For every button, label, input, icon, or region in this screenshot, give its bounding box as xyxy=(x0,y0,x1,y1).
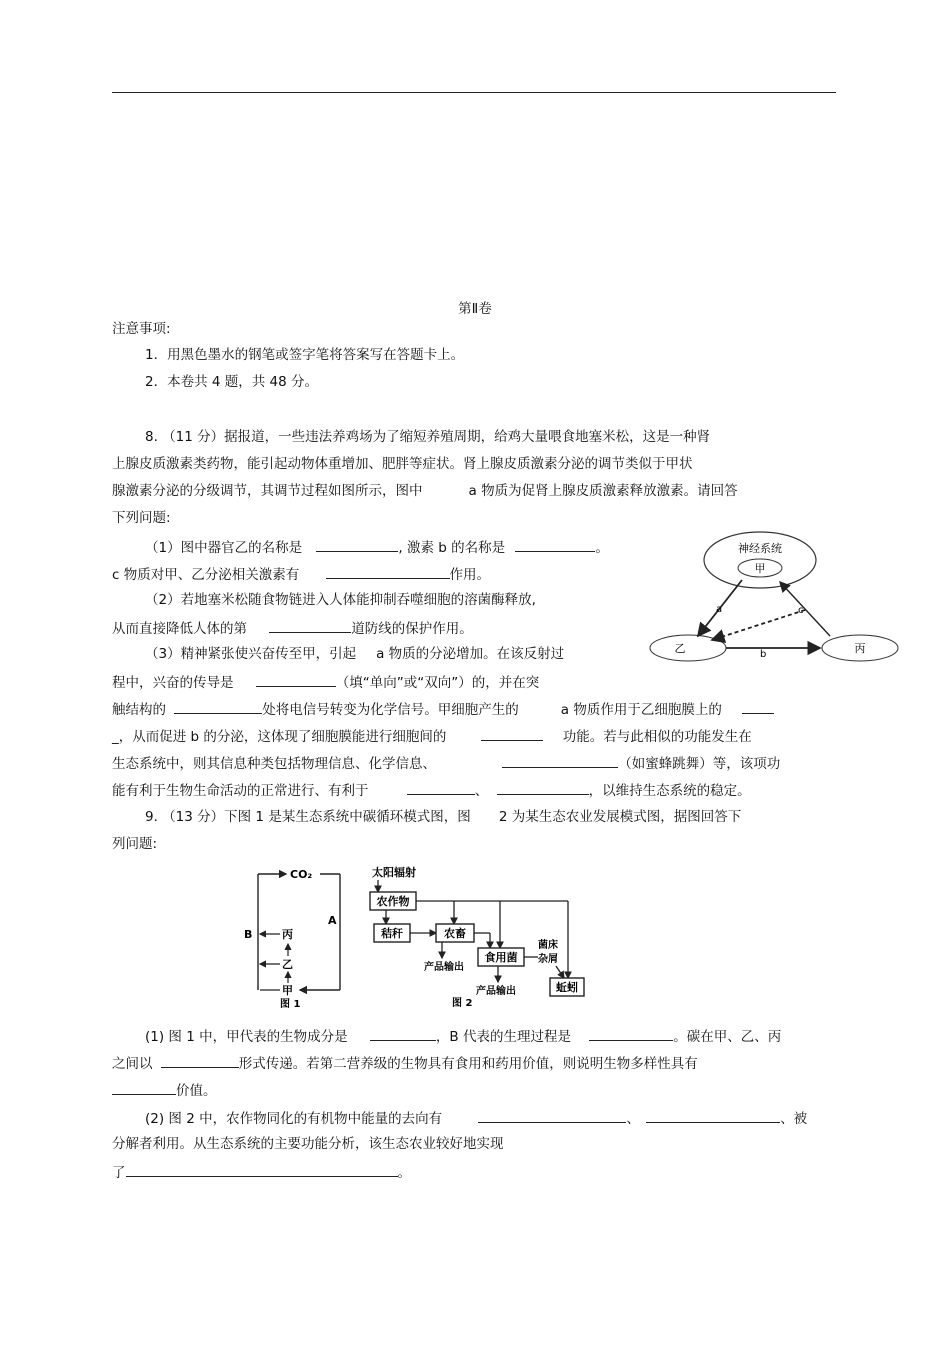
jia-label: 甲 xyxy=(282,984,293,997)
nervous-system-label: 神经系统 xyxy=(738,542,782,555)
q8-part3: （3）精神紧张使兴奋传至甲，引起 a 物质的分泌增加。在该反射过 xyxy=(145,646,565,662)
arrow-c-to-yi xyxy=(712,610,805,640)
q8-part1: （1）图中器官乙的名称是 , 激素 b 的名称是 。 xyxy=(145,537,609,557)
hormone-regulation-diagram xyxy=(640,526,910,666)
process-A-label: A xyxy=(328,914,337,927)
q9-part2: (2) 图 2 中，农作物同化的有机物中能量的去向有 、 、被 xyxy=(145,1108,807,1128)
answer-blank[interactable] xyxy=(161,1053,239,1068)
answer-blank[interactable] xyxy=(269,618,351,633)
q9-intro-line: 列问题: xyxy=(112,836,158,852)
organ-jia-label: 甲 xyxy=(754,562,766,575)
answer-blank[interactable] xyxy=(326,564,450,579)
arrow-c-label: c xyxy=(798,605,804,616)
fungus-label: 食用菌 xyxy=(484,951,518,964)
q8-intro-line: 腺激素分泌的分级调节，其调节过程如图所示，图中 a 物质为促肾上腺皮质激素释放激素。请回答 xyxy=(112,483,738,499)
q9-intro-line: 9. （13 分）下图 1 是某生态系统中碳循环模式图，图 2 为某生态农业发展模式图，据图回答下 xyxy=(145,809,742,825)
q9-part1: (1) 图 1 中，甲代表的生物成分是 ，B 代表的生理过程是 。碳在甲、乙、丙 xyxy=(145,1026,781,1046)
eco-agriculture-figure xyxy=(366,862,586,1012)
answer-blank[interactable] xyxy=(515,537,595,552)
answer-blank[interactable] xyxy=(481,726,543,741)
straw-label: 秸秆 xyxy=(381,927,403,940)
arrow-a-label: a xyxy=(716,604,723,615)
answer-blank[interactable] xyxy=(316,537,398,552)
sun-label: 太阳辐射 xyxy=(372,866,416,879)
carbon-cycle-figure xyxy=(240,864,360,1010)
answer-blank[interactable] xyxy=(497,780,589,795)
residue-label-1: 菌床 xyxy=(538,940,558,951)
q9-part2: 了 。 xyxy=(112,1162,411,1182)
figure-2-caption: 图 2 xyxy=(452,998,473,1009)
yi-label: 乙 xyxy=(282,958,293,971)
note-item: 1．用黑色墨水的钢笔或签字笔将答案写在答题卡上。 xyxy=(145,347,465,363)
flow-line xyxy=(556,966,564,978)
section-title: 第Ⅱ卷 xyxy=(458,301,492,317)
q8-intro-line: 下列问题: xyxy=(112,510,171,526)
answer-blank[interactable] xyxy=(370,1026,436,1041)
co2-label: CO₂ xyxy=(290,868,313,881)
organ-yi-label: 乙 xyxy=(674,642,686,655)
figure-1-caption: 图 1 xyxy=(280,999,301,1010)
q8-part1: c 物质对甲、乙分泌相关激素有 作用。 xyxy=(112,564,490,584)
answer-blank[interactable] xyxy=(407,780,475,795)
q8-part3: 能有利于生物生命活动的正常进行、有利于 、 ，以维持生态系统的稳定。 xyxy=(112,780,751,800)
answer-blank[interactable] xyxy=(646,1108,780,1123)
bing-label: 丙 xyxy=(282,928,293,941)
organ-bing-label: 丙 xyxy=(854,642,866,655)
output-label-1: 产品输出 xyxy=(424,962,464,973)
residue-label-2: 杂屑 xyxy=(538,954,558,965)
q9-part1: 之间以 形式传递。若第二营养级的生物具有食用和药用价值，则说明生物多样性具有 xyxy=(112,1053,698,1073)
livestock-label: 农畜 xyxy=(444,927,466,940)
answer-blank[interactable] xyxy=(589,1026,673,1041)
output-label-2: 产品输出 xyxy=(476,986,516,997)
q8-intro-line: 上腺皮质激素类药物，能引起动物体重增加、肥胖等症状。肾上腺皮质激素分泌的调节类似于甲状 xyxy=(112,456,693,472)
q8-part3: 触结构的 处将电信号转变为化学信号。甲细胞产生的 a 物质作用于乙细胞膜上的 xyxy=(112,699,774,719)
arrow-b-label: b xyxy=(760,649,767,660)
q9-part2: 分解者利用。从生态系统的主要功能分析，该生态农业较好地实现 xyxy=(112,1136,504,1152)
notes-heading: 注意事项: xyxy=(112,321,171,337)
answer-blank[interactable] xyxy=(256,672,336,687)
answer-blank[interactable] xyxy=(112,1080,176,1095)
earthworm-label: 蚯蚓 xyxy=(556,981,578,994)
answer-blank[interactable] xyxy=(742,699,774,714)
q8-part2: 从而直接降低人体的第 道防线的保护作用。 xyxy=(112,618,473,638)
note-item: 2．本卷共 4 题，共 48 分。 xyxy=(145,374,319,390)
answer-blank[interactable] xyxy=(126,1162,398,1177)
q8-part2: （2）若地塞米松随食物链进入人体能抑制吞噬细胞的溶菌酶释放, xyxy=(145,592,536,608)
q8-intro-line: 8. （11 分）据报道，一些违法养鸡场为了缩短养殖周期，给鸡大量喂食地塞米松，这是一种肾 xyxy=(145,429,711,445)
arrow-c-to-jia xyxy=(780,582,830,636)
answer-blank[interactable] xyxy=(174,699,262,714)
q9-part1: 价值。 xyxy=(112,1080,217,1100)
answer-blank[interactable] xyxy=(502,753,618,768)
process-B-label: B xyxy=(244,928,253,941)
crop-label: 农作物 xyxy=(376,895,410,908)
header-rule xyxy=(112,92,836,93)
answer-blank[interactable] xyxy=(478,1108,626,1123)
q8-part3: _，从而促进 b 的分泌，这体现了细胞膜能进行细胞间的 功能。若与此相似的功能发生在 xyxy=(112,726,752,746)
q8-part3: 生态系统中，则其信息种类包括物理信息、化学信息、 （如蜜蜂跳舞）等，该项功 xyxy=(112,753,780,773)
q8-part3: 程中，兴奋的传导是 （填“单向”或“双向”）的，并在突 xyxy=(112,672,539,692)
